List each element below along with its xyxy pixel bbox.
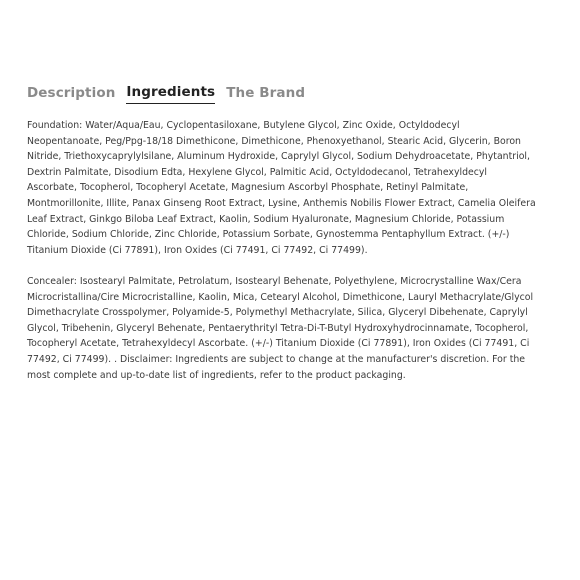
product-info-section <box>27 80 537 399</box>
tab-description[interactable]: Description <box>27 85 116 101</box>
product-tabs <box>27 80 537 104</box>
tab-the-brand[interactable]: The Brand <box>226 85 306 101</box>
ingredients-panel <box>27 118 537 383</box>
tab-ingredients[interactable]: Ingredients <box>126 84 215 104</box>
concealer-ingredients-text: Concealer: Isostearyl Palmitate, Petrolatum, Isostearyl Behenate, Polyethylene, Microcrystalline Wax/Cera Microcristallina/Cire Microcristalline, Kaolin, Mica, Cetearyl Alcohol, Dimethicone, Lauryl Methacrylate/Glycol Dimethacrylate Crosspolymer, Polyamide-5, Polymethyl Methacrylate, Silica, Glyceryl Dibehenate, Caprylyl Glycol, Tribehenin, Glyceryl Behenate, Pentaerythrityl Tetra-Di-T-Butyl Hydroxyhydrocinnamate, Tocopherol, Tocopheryl Acetate, Tetrahexyldecyl Ascorbate. (+/-) Titanium Dioxide (Ci 77891), Iron Oxides (Ci 77491, Ci 77492, Ci 77499). . Disclaimer: Ingredients are subject to change at the manufacturer's discretion. For the most complete and up-to-date list of ingredients, refer to the product packaging. <box>27 275 534 381</box>
foundation-ingredients-text: Foundation: Water/Aqua/Eau, Cyclopentasiloxane, Butylene Glycol, Zinc Oxide, Octyldodecyl Neopentanoate, Peg/Ppg-18/18 Dimethicone, Dimethicone, Phenoxyethanol, Stearic Acid, Glycerin, Boron Nitride, Triethoxycaprylylsilane, Aluminum Hydroxide, Caprylyl Glycol, Sodium Dehydroacetate, Phytantriol, Dextrin Palmitate, Disodium Edta, Hexylene Glycol, Palmitic Acid, Octyldodecanol, Tetrahexyldecyl Ascorbate, Tocopherol, Tocopheryl Acetate, Magnesium Ascorbyl Phosphate, Retinyl Palmitate, Montmorillonite, Illite, Panax Ginseng Root Extract, Lysine, Anthemis Nobilis Flower Extract, Camelia Oleifera Leaf Extract, Ginkgo Biloba Leaf Extract, Kaolin, Sodium Hyaluronate, Magnesium Chloride, Potassium Chloride, Sodium Chloride, Zinc Chloride, Potassium Sorbate, Gynostemma Pentaphyllum Extract. (+/-) Titanium Dioxide (Ci 77891), Iron Oxides (Ci 77491, Ci 77492, Ci 77499). <box>27 120 536 256</box>
